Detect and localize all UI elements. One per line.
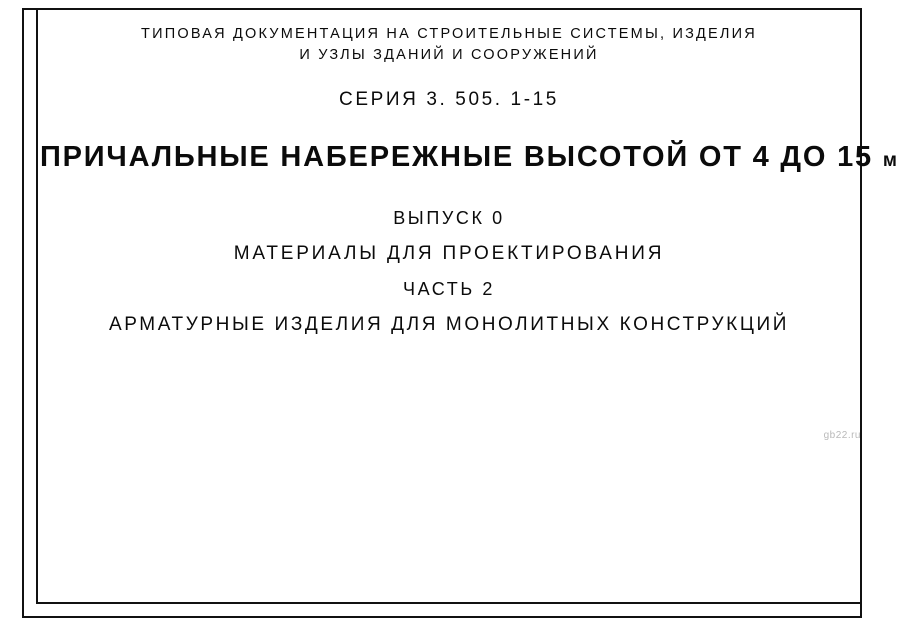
watermark-text: gb22.ru — [823, 430, 861, 441]
page-title-unit: м — [882, 150, 898, 171]
subject-subtitle: АРМАТУРНЫЕ ИЗДЕЛИЯ ДЛЯ МОНОЛИТНЫХ КОНСТРУКЦИЙ — [108, 314, 790, 335]
issue-number: ВЫПУСК 0 — [393, 208, 505, 228]
header-line-2: И УЗЛЫ ЗДАНИЙ И СООРУЖЕНИЙ — [299, 47, 599, 63]
materials-subtitle: МАТЕРИАЛЫ ДЛЯ ПРОЕКТИРОВАНИЯ — [233, 243, 665, 264]
title-page-content — [40, 8, 898, 604]
page-title — [40, 141, 898, 174]
part-number: ЧАСТЬ 2 — [402, 279, 496, 299]
page-title-text: ПРИЧАЛЬНЫЕ НАБЕРЕЖНЫЕ ВЫСОТОЙ ОТ 4 ДО 15 — [40, 141, 873, 173]
header-line-1: ТИПОВАЯ ДОКУМЕНТАЦИЯ НА СТРОИТЕЛЬНЫЕ СИСТЕМЫ, ИЗДЕЛИЯ — [141, 26, 757, 42]
series-number: СЕРИЯ 3. 505. 1-15 — [339, 89, 559, 110]
